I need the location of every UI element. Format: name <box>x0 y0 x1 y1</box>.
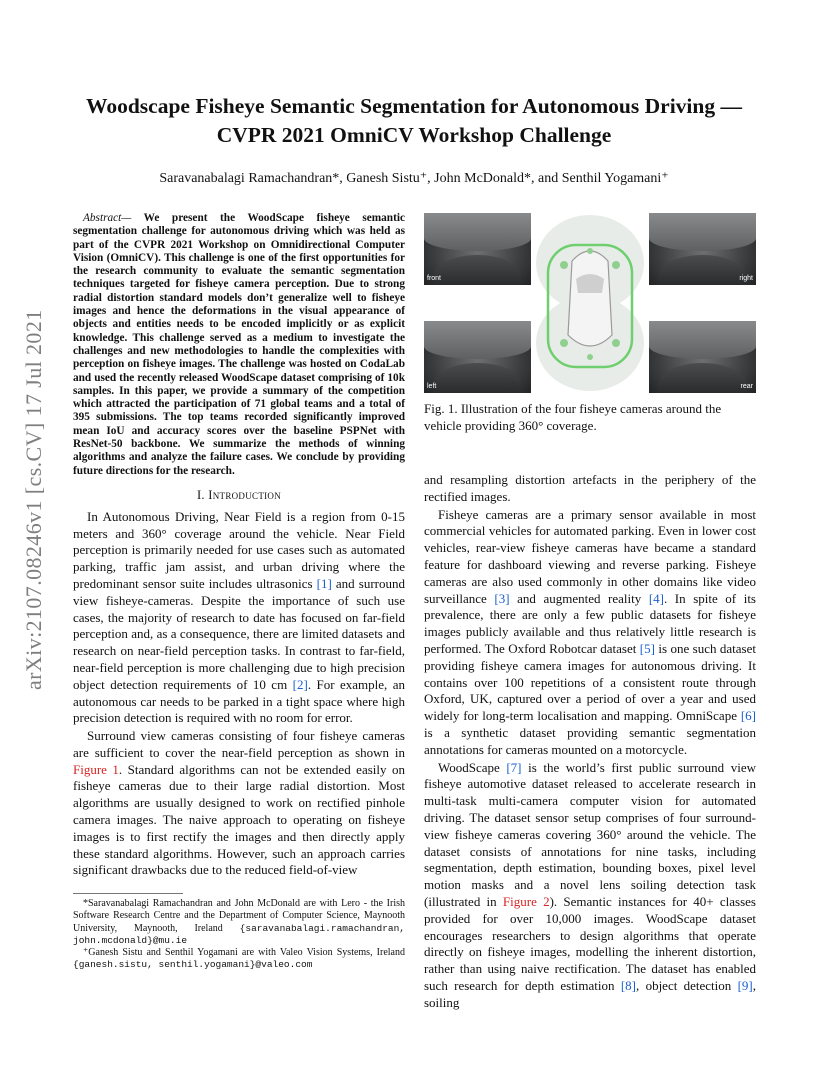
footnote-1 <box>73 898 405 947</box>
text-run: ⁺Ganesh Sistu and Senthil Yogamani are with Valeo Vision Systems, Ireland <box>83 947 405 959</box>
text-run: is one such dataset providing fisheye camera images for autonomous driving. It contains over 100 repetitions of a consistent route through Oxford, UK, captured over a period of over a year and used widely for long-term localisation and mapping. OmniScape <box>424 640 756 724</box>
citation-link[interactable]: [5] <box>639 640 655 656</box>
text-run: Fisheye cameras are a primary sensor available in most commercial vehicles for automated parking. Even in lower cost vehicles, rear-view fisheye cameras have became a standard feature for dashboard viewing and reverse parking. Fisheye cameras are also used commonly in other domains like video surveillance <box>424 506 756 606</box>
email-address: {saravanabalagi.ramachandran, john.mcdonald}@mu.ie <box>73 922 405 946</box>
windshield <box>576 274 604 293</box>
text-run: . In spite of its prevalence, there are only a few public datasets for fisheye images publicly available and thus relatively little research is performed. The Oxford Robotcar dataset <box>424 590 756 656</box>
text-run: is the world’s first public surround view fisheye automotive dataset released to accelerate research in multi-task multi-camera computer vision for automated driving. The dataset sensor setup comprises of four surround-view fisheye cameras covering 360° around the vehicle. The dataset consists of annotations for nine tasks, including segmentation, depth estimation, bounding boxes, pixel level motion masks and a novel lens soiling detection task (illustrated in <box>424 759 756 909</box>
author-list: Saravanabalagi Ramachandran*, Ganesh Sistu⁺, John McDonald*, and Senthil Yogamani⁺ <box>159 171 669 186</box>
text-run: . For example, an autonomous car needs to be parked in a tight space where high precision detection is required with no room for error. <box>73 676 405 726</box>
front-label: front <box>427 275 442 282</box>
figure-link[interactable]: Figure 1 <box>73 761 119 777</box>
title-line-2: CVPR 2021 OmniCV Workshop Challenge <box>216 123 612 147</box>
figure-1-caption: Fig. 1. Illustration of the four fisheye cameras around the vehicle providing 360° coverage. <box>424 401 722 433</box>
sensor-dot <box>612 261 620 269</box>
right-paragraph-2 <box>424 507 756 759</box>
citation-link[interactable]: [7] <box>506 759 522 775</box>
title-line-1: Woodscape Fisheye Semantic Segmentation for Autonomous Driving — <box>86 94 742 118</box>
rear-camera-image <box>649 321 756 393</box>
email-address: {ganesh.sistu, senthil.yogamani}@valeo.com <box>73 959 313 971</box>
sensor-dot <box>560 261 568 269</box>
citation-link[interactable]: [2] <box>292 676 308 692</box>
rear-camera-dot <box>587 354 593 360</box>
right-label: right <box>739 275 753 282</box>
text-run: *Saravanabalagi Ramachandran and John McDonald are with Lero - the Irish Software Research Centre and the Department of Computer Science, Maynooth University, Maynooth, Ireland <box>73 898 405 934</box>
camera-sky <box>649 213 756 251</box>
camera-sky <box>424 213 531 251</box>
front-camera-image <box>424 213 531 285</box>
citation-link[interactable]: [9] <box>737 977 753 993</box>
text-run: and surround view fisheye-cameras. Despite the importance of such use cases, the majority of research to date has focused on far-field perception and, as a consequence, there are limited datasets and research on near-field perception tasks. In contrast to far-field, near-field perception is more challenging due to high precision object detection requirements of 10 cm <box>73 575 405 692</box>
camera-road <box>434 255 521 285</box>
camera-sky <box>424 321 531 359</box>
footnote-divider <box>73 893 183 894</box>
left-label: left <box>427 383 437 390</box>
citation-link[interactable]: [4] <box>648 590 664 606</box>
rear-label: rear <box>740 383 753 390</box>
vehicle-top-view <box>534 215 646 391</box>
text-run: WoodScape <box>438 759 507 775</box>
footnote-2 <box>73 947 405 971</box>
right-paragraph-3 <box>424 760 756 1012</box>
citation-link[interactable]: [8] <box>620 977 637 993</box>
paper-title <box>60 92 768 150</box>
citation-link[interactable]: [3] <box>494 590 510 606</box>
text-run: , object detection <box>636 977 738 993</box>
arxiv-identifier: arXiv:2107.08246v1 [cs.CV] 17 Jul 2021 <box>21 309 46 691</box>
text-run: Surround view cameras consisting of four fisheye cameras are sufficient to cover the near-field perception as shown in <box>73 728 405 760</box>
figure-1-camera-illustration <box>424 213 756 393</box>
sensor-dot <box>560 339 568 347</box>
figure-link[interactable]: Figure 2 <box>502 893 550 909</box>
citation-link[interactable]: [1] <box>316 575 332 591</box>
abstract-lead: Abstract— <box>83 212 132 224</box>
text-run: and augmented reality <box>509 590 649 606</box>
right-paragraph-1: and resampling distortion artefacts in the periphery of the rectified images. <box>424 472 756 504</box>
intro-paragraph-2 <box>73 728 405 879</box>
right-camera-image <box>649 213 756 285</box>
text-run: In Autonomous Driving, Near Field is a region from 0-15 meters and 360° coverage around the vehicle. Near Field perception is primarily needed for use cases such as automated parking, traffic jam assist, and urban driving where the predominant sensor suite includes ultrasonics <box>73 508 405 591</box>
text-run: is a synthetic dataset providing semantic segmentation annotations for cameras mounted on a motorcycle. <box>424 724 756 757</box>
camera-road <box>434 363 521 393</box>
car-body <box>568 251 612 346</box>
camera-road <box>659 255 746 285</box>
left-column <box>73 212 405 971</box>
right-column <box>424 472 756 1013</box>
front-camera-dot <box>587 248 593 254</box>
camera-sky <box>649 321 756 359</box>
citation-link[interactable]: [6] <box>740 708 756 724</box>
intro-paragraph-1 <box>73 509 405 727</box>
sensor-dot <box>612 339 620 347</box>
abstract-text: We present the WoodScape fisheye semantic segmentation challenge for autonomous driving which was held as part of the CVPR 2021 Workshop on Omnidirectional Computer Vision (OmniCV). This challenge is one of the first opportunities for the research community to evaluate the semantic segmentation techniques targeted for fisheye camera perception. Due to strong radial distortion standard models don’t generalize well to fisheye images and hence the deformations in the visual appearance of objects and entities needs to be encoded implicitly or as explicit knowledge. This challenge served as a medium to investigate the challenges and new methodologies to handle the complexities with perception on fisheye images. The challenge was hosted on CodaLab and used the recently released WoodScape dataset comprising of 10k samples. In this paper, we provide a summary of the competition which attracted the participation of 71 global teams and a total of 395 submissions. The top teams recorded significantly improved mean IoU and accuracy scores over the baseline PSPNet with ResNet-50 backbone. We summarize the methods of winning algorithms and analyze the failure cases. We conclude by providing future directions for the research. <box>73 212 405 477</box>
camera-road <box>659 363 746 393</box>
text-run: ). Semantic instances for 40+ classes provided for over 10,000 images. WoodScape dataset encourages researchers to design algorithms that operate directly on fisheye images, modelling the inherent distortion, rather than using naive rectification. The dataset has enabled such research for depth estimation <box>424 893 756 993</box>
section-heading-introduction: I. Introduction <box>196 487 282 502</box>
left-camera-image <box>424 321 531 393</box>
text-run: . Standard algorithms can not be extended easily on fisheye cameras due to their large radial distortion. Most algorithms are usually designed to work on rectified pinhole camera images. The naive approach to operating on fisheye images is to first rectify the images and then directly apply these standard algorithms. However, such an approach carries significant drawbacks due to the reduced field-of-view <box>73 761 405 878</box>
abstract <box>73 212 405 478</box>
text-run: , soiling <box>424 977 756 1010</box>
